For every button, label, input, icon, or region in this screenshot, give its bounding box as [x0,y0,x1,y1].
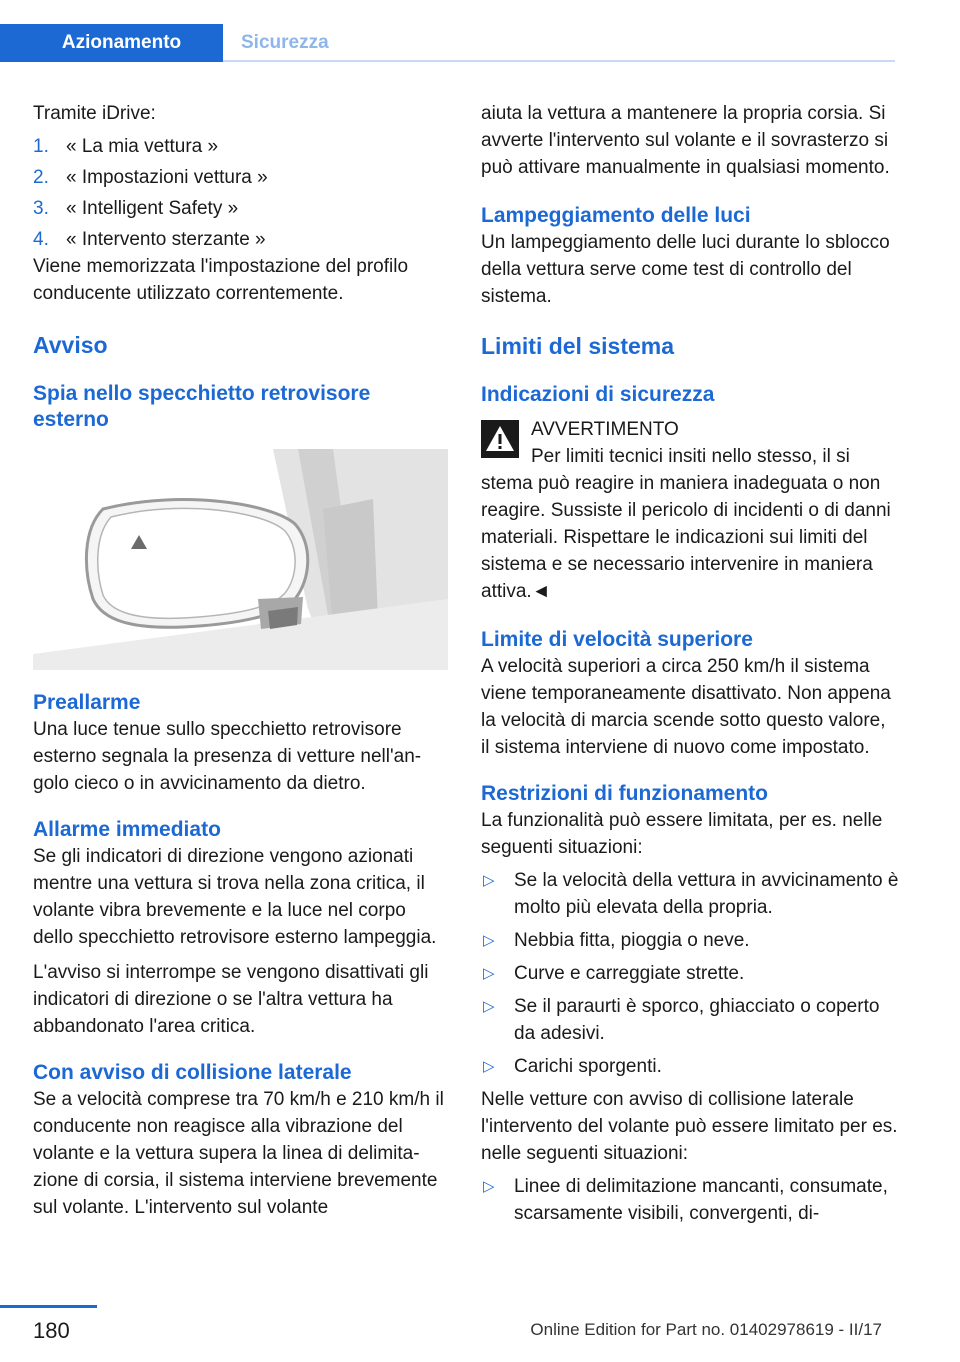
heading-preallarme: Preallarme [33,691,141,714]
warning-triangle-icon [481,420,519,458]
step-number: 4. [33,229,49,250]
list-item [481,993,899,1047]
heading-limite-velocita: Limite di velocità superiore [481,628,753,651]
velocita-text: A velocità superiori a circa 250 km/h il sistema viene temporaneamente disattivato. Non appena la velocità di marcia scende sotto questo valore, il sistema interviene di nuovo come impostato. [481,656,891,758]
list-item-text: Carichi sporgenti. [514,1056,662,1077]
list-item [481,1053,899,1080]
triangle-right-icon: ▷ [483,998,495,1015]
list-item [481,1173,899,1227]
continued-text: aiuta la vettura a mantenere la propria corsia. Si avverte l'intervento sul volante e il sovrasterzo si può attivare manualmente in qualsiasi momento. [481,103,890,178]
list-item-text: Linee di delimitazione mancanti, consumate, scarsamente visibili, convergenti, di- [514,1176,888,1224]
list-item [481,927,899,954]
triangle-right-icon: ▷ [483,1058,495,1075]
heading-avviso: Avviso [33,332,108,358]
footer-accent-line [0,1305,97,1308]
heading-restrizioni: Restrizioni di funzionamento [481,782,768,805]
right-column [481,100,899,1233]
triangle-right-icon: ▷ [483,965,495,982]
list-item [481,960,899,987]
preallarme-text: Una luce tenue sullo specchietto retrovisore esterno segnala la presenza di vetture nell'angolo cieco o in avvicinamento da dietro. [33,719,422,794]
collisione-text: Se a velocità comprese tra 70 km/h e 210 km/h il conducente non reagisce alla vibrazione del volante e la vettura supera la linea di delimitazione di corsia, il sistema interviene brevemente sul volante. L'intervento sul volante [33,1089,444,1218]
allarme-text-2: L'avviso si interrompe se vengono disattivati gli indicatori di direzione o se l'altra vettura ha abbandonato l'area critica. [33,962,429,1037]
tab-sicurezza: Sicurezza [241,32,329,53]
vetture-text: Nelle vetture con avviso di collisione laterale l'intervento del volante può essere limitato per es. nelle seguenti situazioni: [481,1089,898,1164]
heading-lampeggiamento: Lampeggiamento delle luci [481,204,751,227]
tab-azionamento: Azionamento [0,24,223,62]
side-mirror-illustration [33,449,448,670]
triangle-right-icon: ▷ [483,872,495,889]
list-item-text: Se la velocità della vettura in avvicinamento è molto più elevata della propria. [514,870,899,918]
list-item [481,867,899,921]
step-text: « La mia vettura » [66,136,219,157]
heading-collisione-laterale: Con avviso di collisione laterale [33,1061,352,1084]
heading-indicazioni: Indicazioni di sicurezza [481,383,715,406]
triangle-right-icon: ▷ [483,932,495,949]
heading-spia: Spia nello specchietto retrovisore esterno [33,382,371,431]
warning-first-line: Per limiti tecnici insiti nello stesso, il si [531,446,850,467]
step-number: 3. [33,198,49,219]
step-text: « Impostazioni vettura » [66,167,268,188]
vetture-list [481,1173,899,1227]
section-tabs [0,0,895,62]
tab-divider [223,60,895,62]
step-item [33,164,448,191]
step-item [33,226,448,253]
warning-title: AVVERTIMENTO [531,419,679,440]
warning-text: stema può reagire in maniera inadeguata o non reagire. Sussiste il pericolo di incidenti o di danni materiali. Rispettare le indicazioni sui limiti del sistema e se necessario intervenire in maniera attiva.◄ [481,473,891,602]
list-item-text: Nebbia fitta, pioggia o neve. [514,930,750,951]
idrive-steps [33,133,448,253]
heading-limiti: Limiti del sistema [481,333,675,359]
warning-box [481,416,899,470]
heading-allarme-immediato: Allarme immediato [33,818,221,841]
list-item-text: Se il paraurti è sporco, ghiacciato o coperto da adesivi. [514,996,880,1044]
memo-text: Viene memorizzata l'impostazione del profilo conducente utilizzato correntemente. [33,256,409,304]
edition-note: Online Edition for Part no. 01402978619 - II/17 [530,1320,882,1339]
allarme-text-1: Se gli indicatori di direzione vengono azionati mentre una vettura si trova nella zona critica, il volante vibra brevemente e la luce nel corpo dello specchietto retrovisore esterno lampeggia. [33,846,437,948]
restrizioni-list [481,867,899,1080]
step-number: 2. [33,167,49,188]
step-item [33,195,448,222]
step-text: « Intelligent Safety » [66,198,239,219]
step-text: « Intervento sterzante » [66,229,266,250]
left-column [33,100,448,1221]
intro-text: Tramite iDrive: [33,103,156,124]
step-item [33,133,448,160]
step-number: 1. [33,136,49,157]
list-item-text: Curve e carreggiate strette. [514,963,745,984]
triangle-right-icon: ▷ [483,1178,495,1195]
page-number: 180 [33,1318,70,1343]
restrizioni-text: La funzionalità può essere limitata, per es. nelle seguenti situazioni: [481,810,883,858]
lampeggiamento-text: Un lampeggiamento delle luci durante lo sblocco della vettura serve come test di controllo del sistema. [481,232,890,307]
